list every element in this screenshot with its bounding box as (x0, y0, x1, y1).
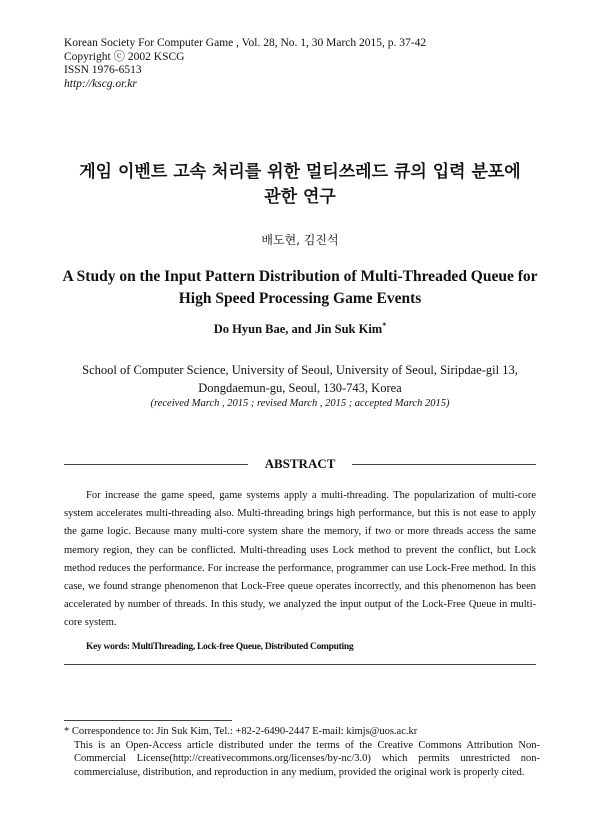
abstract-bottom-rule (64, 664, 536, 665)
affiliation-line-1: School of Computer Science, University of Seoul, University of Seoul, Siripdae-gil 13, (82, 363, 518, 377)
affiliation (60, 361, 540, 397)
english-title-line-1: A Study on the Input Pattern Distribution of Multi-Threaded Queue for (62, 268, 538, 285)
journal-url[interactable]: http://kscg.or.kr (64, 77, 137, 90)
journal-citation: Korean Society For Computer Game , Vol. 28, No. 1, 30 March 2015, p. 37-42 (64, 37, 427, 49)
footnote-rule (64, 720, 232, 721)
korean-title-line-1: 게임 이벤트 고속 처리를 위한 멀티쓰레드 큐의 입력 분포에 (79, 162, 521, 182)
english-authors (0, 321, 600, 337)
submission-dates: (received March , 2015 ; revised March , 2015 ; accepted March 2015) (150, 398, 450, 409)
copyright-line: Copyright ⓒ 2002 KSCG (64, 50, 185, 63)
abstract-heading: ABSTRACT (264, 456, 336, 471)
english-title (40, 266, 560, 310)
license-note: This is an Open-Access article distributed under the terms of the Creative Commons Attribution Non-Commercial License(http://creativecommons.org/licenses/by-nc/3.0) which permits unrestricted non-commercialuse, distribution, and reproduction in any medium, provided the original work is properly cited. (74, 739, 540, 778)
footnote (64, 725, 540, 779)
abstract-rule-left (64, 464, 248, 465)
journal-header (64, 37, 426, 91)
correspondence-note: * Correspondence to: Jin Suk Kim, Tel.: +82-2-6490-2447 E-mail: kimjs@uos.ac.kr (64, 726, 418, 737)
issn-line: ISSN 1976-6513 (64, 64, 142, 76)
affiliation-line-2: Dongdaemun-gu, Seoul, 130-743, Korea (198, 381, 402, 395)
english-title-line-2: High Speed Processing Game Events (178, 290, 422, 307)
keywords: Key words: MultiThreading, Lock-free Queue, Distributed Computing (86, 642, 354, 652)
abstract-text: For increase the game speed, game systems apply a multi-threading. The popularization of multi-core system accelerates multi-threading also. Multi-threading brings high performance, but this is not ease to apply the game logic. Because many multi-core system share the memory, if two or more threads access the same memory region, they can be conflicted. Multi-threading uses Lock method to prevent the conflict, but Lock method reduces the performance. For increase the performance, programmer can use Lock-Free method. In this case, we found strange phenomenon that Lock-Free queue operates incorrectly, and this phenomenon has been accelerated by number of threads. In this study, we analyzed the input output of the Lock-Free Queue in multi-core system. (64, 490, 536, 629)
english-authors-names: Do Hyun Bae, and Jin Suk Kim (213, 322, 383, 337)
corresponding-author-mark: * (382, 321, 387, 330)
abstract-rule-right (352, 464, 536, 465)
korean-authors: 배도현, 김진석 (261, 233, 339, 247)
korean-title (40, 160, 560, 210)
korean-title-line-2: 관한 연구 (264, 187, 336, 207)
abstract-body (64, 487, 536, 633)
